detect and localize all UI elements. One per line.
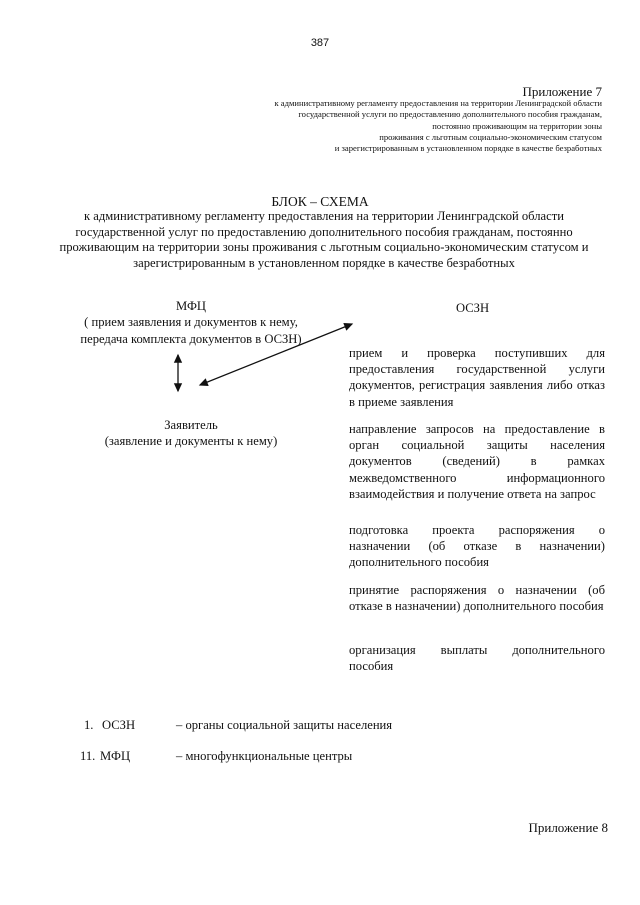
oszn-step: принятие распоряжения о назначении (об отказе в назначении) дополнительного пособия: [349, 583, 605, 614]
abbr-definition: – многофункциональные центры: [176, 749, 353, 763]
oszn-step: подготовка проекта распоряжения о назначении (об отказе в назначении) дополнительного пособия: [349, 523, 605, 570]
next-appendix-title: Приложение 8: [528, 820, 608, 835]
abbr-number: 11.: [80, 749, 96, 763]
applicant-oszn-arrow: [200, 324, 352, 385]
applicant-name: Заявитель: [164, 418, 218, 432]
mfc-desc-line1: ( прием заявления и документов к нему,: [84, 315, 298, 330]
schema-title: БЛОК – СХЕМА: [271, 194, 369, 209]
oszn-step: организация выплаты дополнительного пособия: [349, 643, 605, 674]
abbr-definition: – органы социальной защиты населения: [176, 718, 393, 732]
page-number: 387: [310, 37, 330, 49]
applicant-desc: (заявление и документы к нему): [104, 434, 278, 449]
mfc-name: МФЦ: [175, 299, 207, 313]
appendix-line: к административному регламенту предоставления на территории Ленинградской области: [274, 98, 602, 108]
appendix-title: Приложение 7: [522, 84, 602, 99]
appendix-line: постоянно проживающим на территории зоны: [432, 120, 602, 131]
oszn-step: прием и проверка поступивших для предоставления государственной услуги документов, регистрация заявления либо отказ в приеме заявления: [349, 346, 605, 409]
oszn-name: ОСЗН: [456, 301, 490, 315]
abbr-term: МФЦ: [100, 749, 131, 763]
abbr-number: 1.: [84, 718, 94, 732]
appendix-line: государственной услуги по предоставлению дополнительного пособия гражданам,: [298, 109, 602, 120]
appendix-line: проживания с льготным социально-экономическим статусом: [379, 131, 602, 142]
oszn-step: направление запросов на предоставление в орган социальной защиты населения документов (сведений) в рамках межведомственного информационного взаимодействия и получение ответа на запрос: [349, 422, 605, 501]
abbr-term: ОСЗН: [102, 718, 136, 732]
appendix-line: и зарегистрированным в установленном порядке в качестве безработных: [334, 143, 602, 154]
schema-subtitle: к административному регламенту предоставления на территории Ленинградской области государственной услуг по предоставлению дополнительного пособия гражданам, постоянно проживающим на территории зоны проживания с льготным социально-экономическим статусом и зарегистрированным в установленном порядке в качестве безработных: [59, 209, 589, 271]
mfc-desc-line2: передача комплекта документов в ОСЗН): [80, 331, 302, 346]
